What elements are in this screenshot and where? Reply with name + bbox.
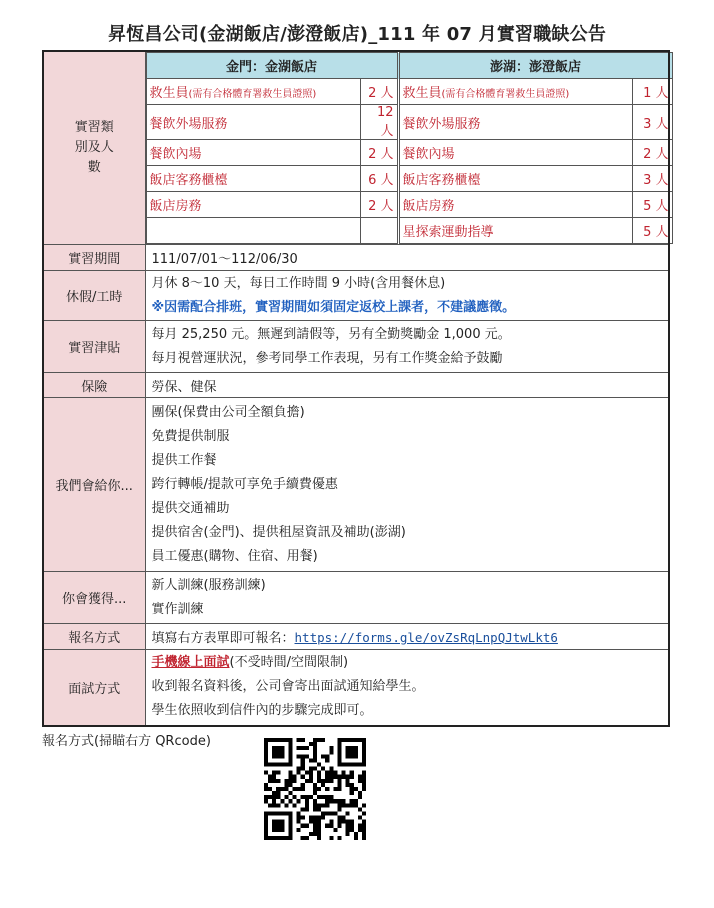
penghu-job-count: 1 人 — [632, 79, 672, 105]
footer-note: 報名方式(掃瞄右方 QRcode) — [42, 734, 211, 749]
job-title: 飯店客務櫃檯 — [149, 173, 228, 188]
job-title: 星探索運動指導 — [402, 225, 494, 240]
job-posting-table — [42, 50, 670, 727]
penghu-job-count: 2 人 — [632, 140, 672, 166]
benefit-item: 團保(保費由公司全額負擔) — [151, 404, 305, 420]
job-row — [146, 79, 672, 105]
label-insurance: 保險 — [43, 373, 145, 398]
allowance-bonus: 每月視營運狀況，參考同學工作表現，另有工作獎金給予鼓勵 — [151, 350, 503, 366]
job-row — [146, 192, 672, 218]
kinmen-job-name — [146, 79, 360, 105]
job-row — [146, 166, 672, 192]
penghu-job-name — [398, 105, 632, 140]
job-title: 餐飲外場服務 — [149, 116, 228, 132]
interview-note: (不受時間/空間限制) — [229, 655, 349, 671]
penghu-job-count: 5 人 — [632, 218, 672, 244]
kinmen-job-count: 2 人 — [360, 79, 398, 105]
interview-step: 學生依照收到信件內的步驟完成即可。 — [151, 703, 373, 719]
benefit-item: 提供工作餐 — [151, 452, 217, 468]
job-title: 飯店房務 — [402, 199, 455, 214]
kinmen-job-name — [146, 218, 360, 244]
signup-text: 填寫右方表單即可報名： — [151, 631, 295, 646]
kinmen-job-count — [360, 218, 398, 244]
kinmen-job-count: 2 人 — [360, 192, 398, 218]
penghu-job-name — [398, 218, 632, 244]
kinmen-job-name — [146, 166, 360, 192]
penghu-job-name — [398, 140, 632, 166]
page-title: 昇恆昌公司(金湖飯店/澎澄飯店)_111 年 07 月實習職缺公告 — [107, 24, 607, 45]
interview-highlight: 手機線上面試 — [151, 655, 230, 671]
qr-code[interactable] — [264, 738, 366, 840]
allowance-amount: 每月 25,250 元。無遲到請假等，另有全勤獎勵金 1,000 元。 — [151, 326, 511, 342]
job-title: 救生員 — [149, 86, 189, 101]
label-give: 我們會給你... — [43, 398, 145, 572]
benefit-item: 提供交通補助 — [151, 500, 230, 516]
job-title: 餐飲內場 — [402, 147, 455, 162]
job-requirement: (需有合格體育署救生員證照) — [188, 89, 317, 100]
job-title: 飯店房務 — [149, 199, 202, 214]
job-row — [146, 218, 672, 244]
penghu-job-name — [398, 79, 632, 105]
kinmen-job-name — [146, 140, 360, 166]
kinmen-job-name — [146, 105, 360, 140]
job-row — [146, 140, 672, 166]
kinmen-job-name — [146, 192, 360, 218]
leave-hours: 月休 8～10 天，每日工作時間 9 小時(含用餐休息) — [151, 275, 446, 291]
penghu-job-name — [398, 192, 632, 218]
label-interview: 面試方式 — [43, 650, 145, 726]
job-requirement: (需有合格體育署救生員證照) — [441, 89, 570, 100]
penghu-header: 澎湖：澎澄飯店 — [398, 53, 672, 79]
penghu-job-count: 5 人 — [632, 192, 672, 218]
job-title: 餐飲內場 — [149, 147, 202, 162]
gain-item: 實作訓練 — [151, 601, 204, 617]
insurance-value: 勞保、健保 — [145, 373, 669, 398]
gain-item: 新人訓練(服務訓練) — [151, 577, 266, 593]
benefit-item: 跨行轉帳/提款可享免手續費優惠 — [151, 476, 338, 492]
penghu-job-name — [398, 166, 632, 192]
penghu-job-count: 3 人 — [632, 166, 672, 192]
job-grid — [146, 52, 673, 244]
job-row — [146, 105, 672, 140]
interview-step: 收到報名資料後，公司會寄出面試通知給學生。 — [151, 679, 425, 695]
leave-note: ※因需配合排班，實習期間如須固定返校上課者，不建議應徵。 — [151, 299, 516, 315]
benefit-item: 提供宿舍(金門)、提供租屋資訊及補助(澎湖) — [151, 524, 406, 540]
kinmen-header: 金門：金湖飯店 — [146, 53, 398, 79]
label-leave: 休假/工時 — [43, 271, 145, 321]
penghu-job-count: 3 人 — [632, 105, 672, 140]
benefit-item: 員工優惠(購物、住宿、用餐) — [151, 548, 318, 564]
period-value: 111/07/01～112/06/30 — [145, 245, 669, 271]
benefit-item: 免費提供制服 — [151, 428, 230, 444]
label-signup: 報名方式 — [43, 624, 145, 650]
kinmen-job-count: 2 人 — [360, 140, 398, 166]
label-allowance: 實習津貼 — [43, 321, 145, 373]
signup-form-link[interactable]: https://forms.gle/ovZsRqLnpQJtwLkt6 — [294, 630, 558, 645]
label-period: 實習期間 — [43, 245, 145, 271]
kinmen-job-count: 12 人 — [360, 105, 398, 140]
kinmen-job-count: 6 人 — [360, 166, 398, 192]
job-title: 救生員 — [402, 86, 442, 101]
job-title: 餐飲外場服務 — [402, 116, 481, 132]
label-categories: 實習類別及人數 — [43, 51, 145, 245]
label-gain: 你會獲得... — [43, 572, 145, 624]
job-title: 飯店客務櫃檯 — [402, 173, 481, 188]
